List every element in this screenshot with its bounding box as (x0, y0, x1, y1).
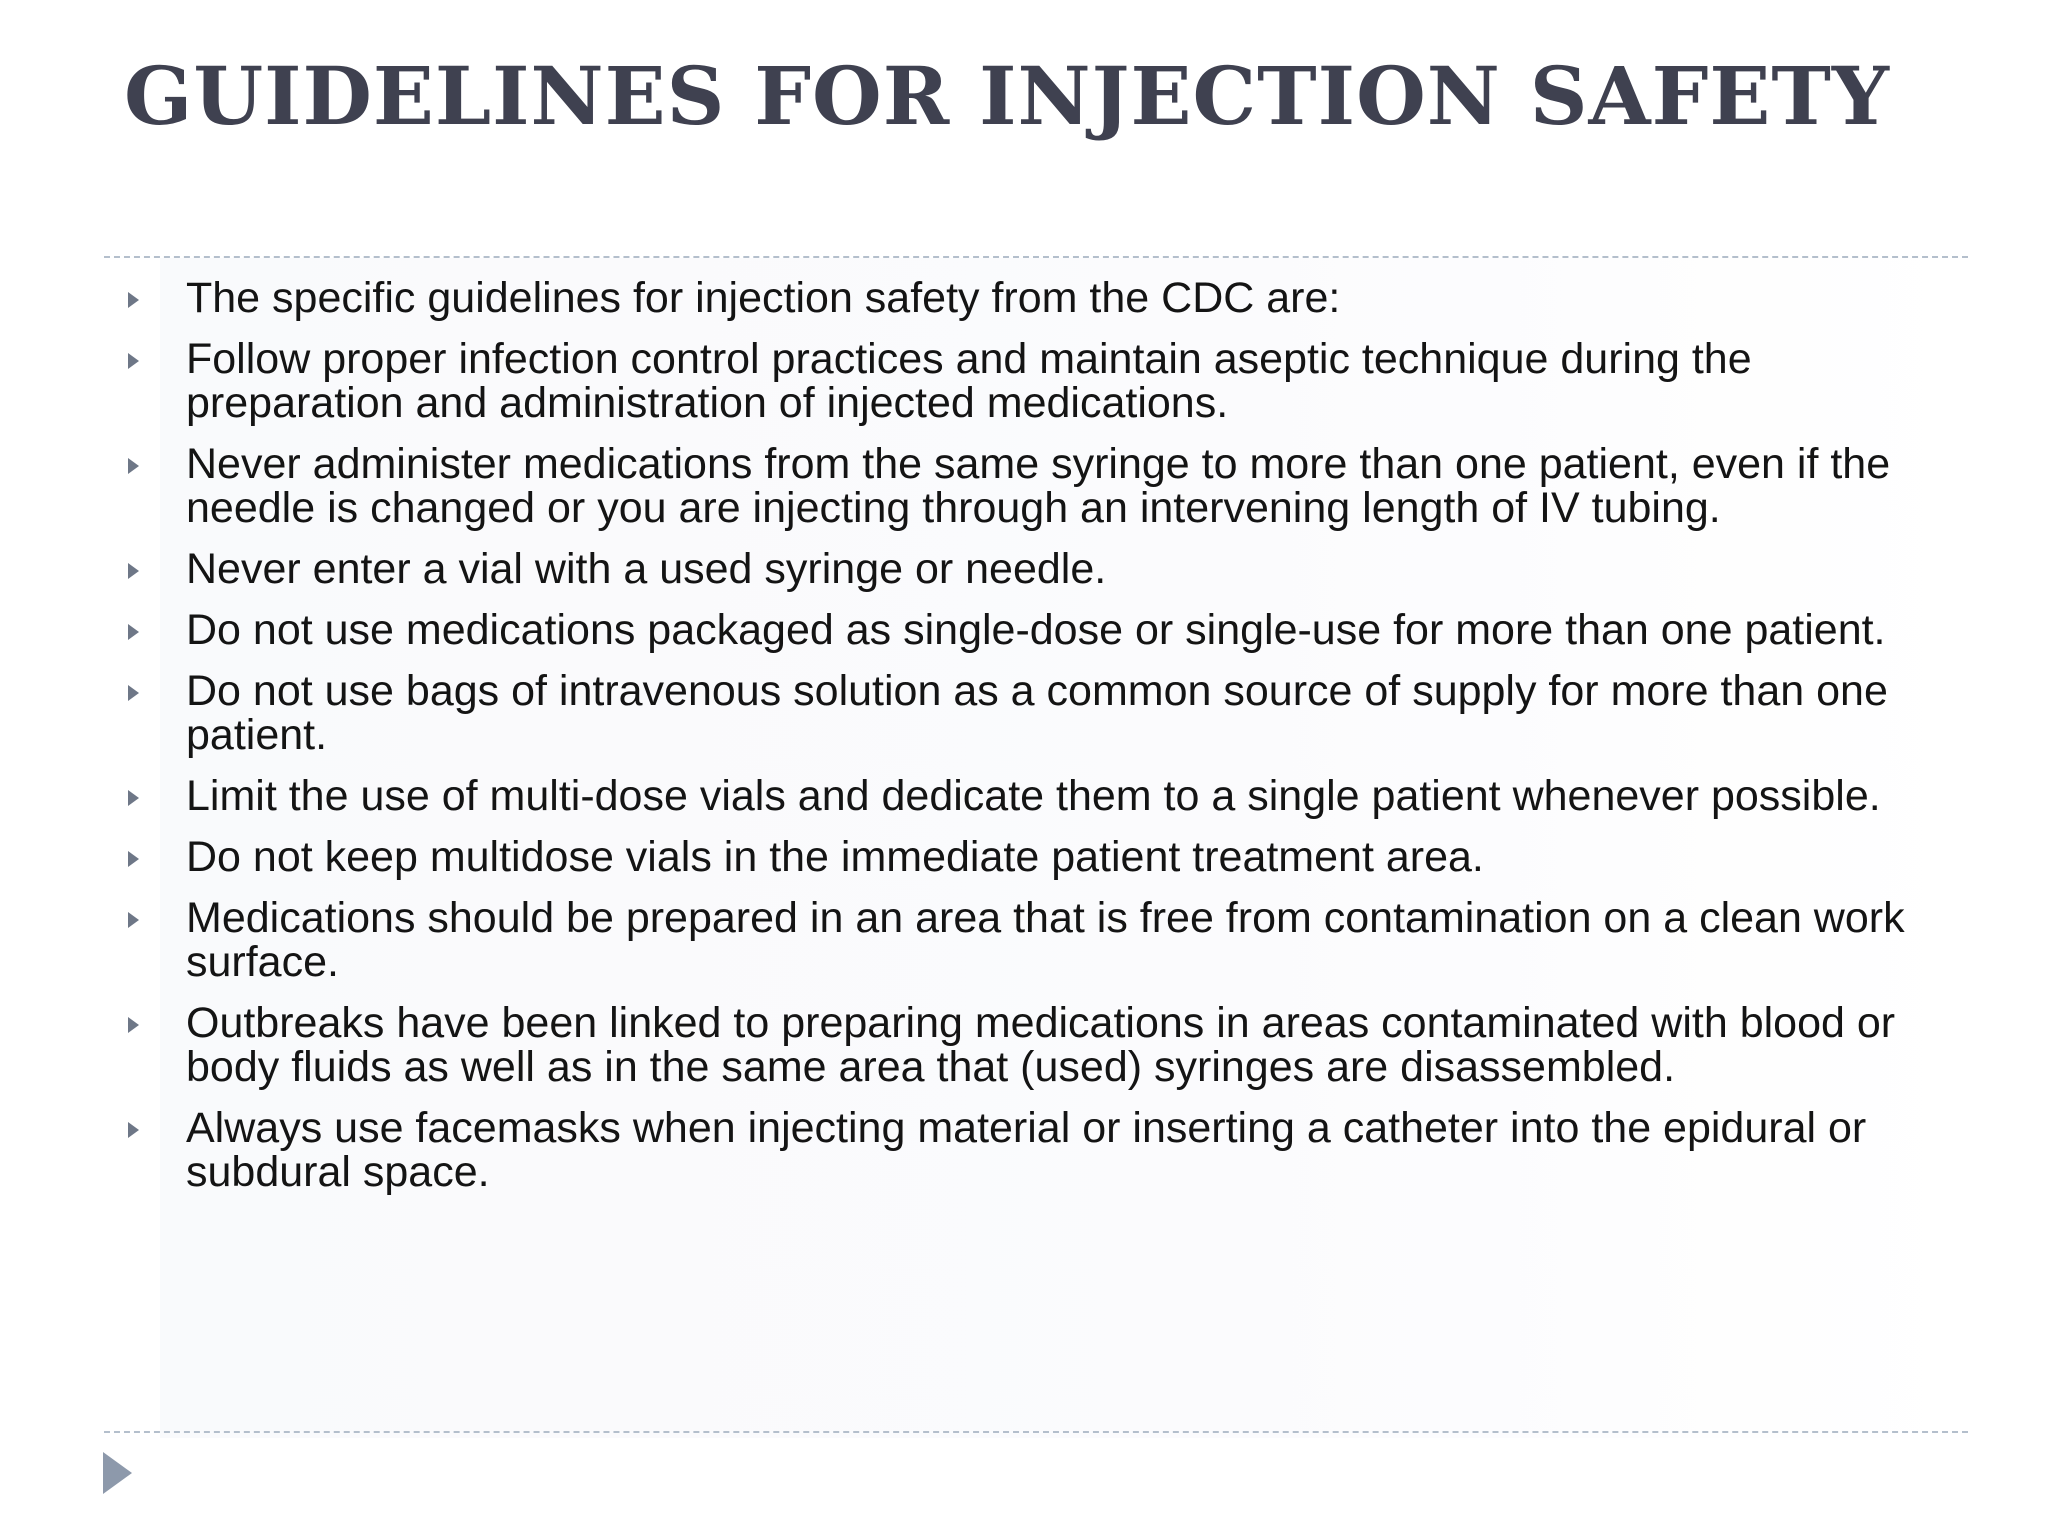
triangle-right-icon (128, 1017, 139, 1033)
bullet-item (120, 547, 1950, 591)
bullet-text: Follow proper infection control practices and maintain aseptic technique during the preparation and administration of injected medications. (186, 335, 1752, 427)
next-slide-arrow-icon[interactable] (103, 1452, 132, 1494)
bullet-item (120, 337, 1950, 425)
top-divider (104, 256, 1968, 258)
bullet-item (120, 1106, 1950, 1194)
bullet-list (120, 276, 1950, 1211)
bullet-text: Never administer medications from the same syringe to more than one patient, even if the needle is changed or you are injecting through an intervening length of IV tubing. (186, 440, 1891, 532)
bullet-text: Do not use bags of intravenous solution as a common source of supply for more than one patient. (186, 667, 1888, 759)
bullet-text: Do not keep multidose vials in the immediate patient treatment area. (186, 833, 1484, 881)
bullet-text: Do not use medications packaged as single-dose or single-use for more than one patient. (186, 606, 1886, 654)
bullet-item (120, 276, 1950, 320)
slide-title: GUIDELINES FOR INJECTION SAFETY (124, 49, 1890, 143)
bullet-text: The specific guidelines for injection safety from the CDC are: (186, 274, 1341, 322)
bullet-text: Medications should be prepared in an area that is free from contamination on a clean work surface. (186, 894, 1905, 986)
bullet-text: Outbreaks have been linked to preparing medications in areas contaminated with blood or body fluids as well as in the same area that (used) syringes are disassembled. (186, 999, 1896, 1091)
bullet-item (120, 774, 1950, 818)
bullet-text: Never enter a vial with a used syringe or needle. (186, 545, 1107, 593)
triangle-right-icon (128, 292, 139, 308)
triangle-right-icon (128, 624, 139, 640)
triangle-right-icon (128, 685, 139, 701)
bullet-item (120, 608, 1950, 652)
triangle-right-icon (128, 563, 139, 579)
triangle-right-icon (128, 851, 139, 867)
bullet-item (120, 835, 1950, 879)
triangle-right-icon (128, 1122, 139, 1138)
triangle-right-icon (128, 912, 139, 928)
bullet-item (120, 442, 1950, 530)
bullet-item (120, 896, 1950, 984)
bottom-divider (104, 1431, 1968, 1433)
bullet-text: Limit the use of multi-dose vials and dedicate them to a single patient whenever possible. (186, 772, 1881, 820)
bullet-text: Always use facemasks when injecting material or inserting a catheter into the epidural or subdural space. (186, 1104, 1867, 1196)
triangle-right-icon (128, 458, 139, 474)
triangle-right-icon (128, 790, 139, 806)
bullet-item (120, 669, 1950, 757)
bullet-item (120, 1001, 1950, 1089)
triangle-right-icon (128, 353, 139, 369)
